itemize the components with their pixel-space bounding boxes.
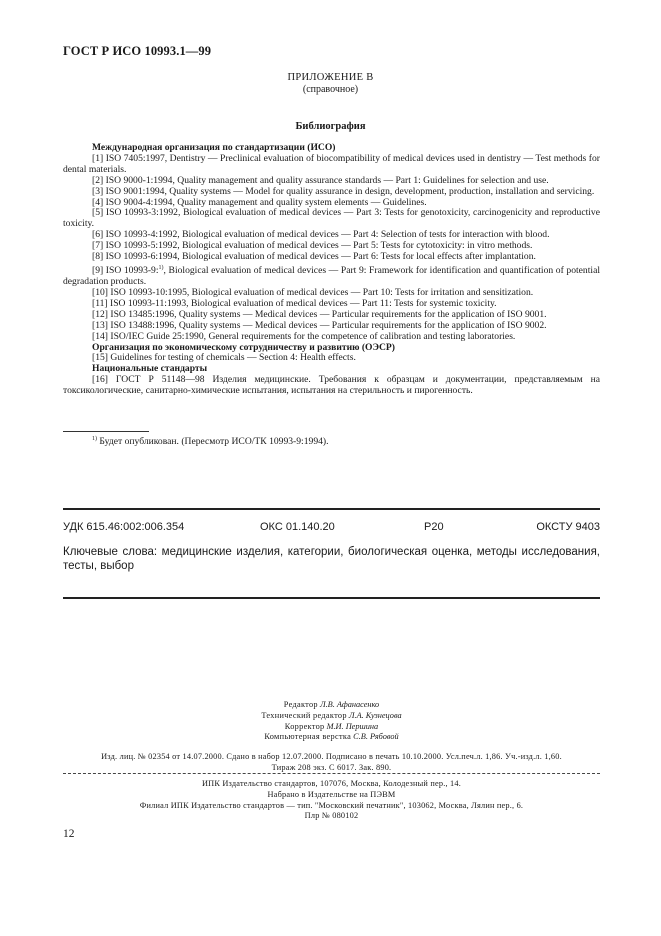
editor-label: Редактор	[283, 700, 318, 709]
bibliography-title: Библиография	[295, 121, 366, 132]
reference-item: [6] ISO 10993-4:1992, Biological evaluation of medical devices — Part 4: Selection of tests for interaction with blood.	[92, 229, 550, 241]
layout-label: Компьютерная верстка	[264, 732, 352, 742]
reference-item: [15] Guidelines for testing of chemicals — Section 4: Health effects.	[92, 352, 356, 364]
printing-line: Набрано в Издательстве на ПЭВМ	[267, 789, 396, 799]
footnote	[92, 436, 329, 447]
footnote-ref-mark: 1)	[158, 264, 164, 271]
printing-line: Филиал ИПК Издательство стандартов — тип. "Московский печатник", 103062, Москва, Лялин пер., 6.	[139, 800, 524, 810]
reference-item: [4] ISO 9004-4:1994, Quality management and quality system elements — Guidelines.	[92, 196, 427, 208]
layout-name: С.В. Рябовой	[353, 732, 399, 742]
reference-item: [12] ISO 13485:1996, Quality systems — Medical devices — Particular requirements for the application of ISO 9001.	[92, 308, 547, 320]
reference-item: [10] ISO 10993-10:1995, Biological evaluation of medical devices — Part 10: Tests for irritation and sensitization.	[92, 286, 534, 298]
org-heading-oecd: Организация по экономическому сотрудничеству и развитию (ОЭСР)	[92, 341, 395, 353]
appendix-subtitle: (справочное)	[302, 84, 359, 95]
standard-header: ГОСТ Р ИСО 10993.1—99	[63, 44, 212, 58]
publishing-line: Изд. лиц. № 02354 от 14.07.2000. Сдано в набор 12.07.2000. Подписано в печать 10.10.2000. Усл.печ.л. 1,86. Уч.-изд.л. 1,60.	[101, 752, 562, 761]
reference-item: [16] ГОСТ Р 51148—98 Изделия медицинские. Требования к образцам и документации, представляемым на токсикологические, санитарно-химические испытания, испытания на стерильность и пирогенность.	[63, 374, 600, 397]
page-number: 12	[63, 828, 75, 840]
staff-credits	[63, 700, 600, 743]
reference-item: [7] ISO 10993-5:1992, Biological evaluation of medical devices — Part 5: Tests for cytotoxicity: in vitro methods.	[92, 240, 533, 252]
oks-code: ОКС 01.140.20	[260, 521, 335, 533]
footnote-divider	[63, 431, 149, 432]
bibliography-list	[63, 143, 600, 397]
footnote-mark: 1)	[92, 436, 97, 442]
corrector-label: Корректор	[284, 721, 325, 731]
tech-editor-label: Технический редактор	[261, 710, 347, 720]
category-code: Р20	[424, 521, 444, 533]
reference-item: [14] ISO/IEC Guide 25:1990, General requirements for the competence of calibration and testing laboratories.	[92, 330, 516, 342]
publishing-line: Тираж 208 экз. С 6017. Зак. 890.	[271, 762, 392, 772]
okstu-code: ОКСТУ 9403	[536, 521, 600, 533]
reference-item: [8] ISO 10993-6:1994, Biological evaluation of medical devices — Part 6: Tests for local effects after implantation.	[92, 251, 536, 263]
imprint-divider	[63, 773, 600, 774]
udk-code: УДК 615.46:002:006.354	[63, 521, 185, 533]
reference-item: [11] ISO 10993-11:1993, Biological evaluation of medical devices — Part 11: Tests for systemic toxicity.	[92, 297, 497, 309]
reference-9-rest: , Biological evaluation of medical devices — Part 9: Framework for identification and quantification of potential degradation products.	[63, 265, 600, 288]
org-heading-national: Национальные стандарты	[92, 363, 208, 375]
reference-item: [13] ISO 13488:1996, Quality systems — Medical devices — Particular requirements for the application of ISO 9002.	[92, 319, 547, 331]
reference-item: [2] ISO 9000-1:1994, Quality management and quality assurance standards — Part 1: Guidelines for selection and use.	[92, 174, 549, 186]
divider-bottom	[63, 597, 600, 599]
publishing-info	[63, 752, 600, 774]
printing-line: Плр № 080102	[304, 811, 359, 821]
keywords: Ключевые слова: медицинские изделия, категории, биологическая оценка, методы исследования, тесты, выбор	[63, 546, 600, 572]
tech-editor-name: Л.А. Кузнецова	[348, 710, 402, 720]
org-heading-iso: Международная организация по стандартизации (ИСО)	[92, 142, 336, 153]
divider-top	[63, 508, 600, 510]
appendix-title: ПРИЛОЖЕНИЕ В	[287, 72, 374, 83]
reference-item	[63, 263, 600, 288]
footnote-text: Будет опубликован. (Пересмотр ИСО/ТК 10993-9:1994).	[97, 436, 329, 448]
reference-item: [3] ISO 9001:1994, Quality systems — Model for quality assurance in design, development, production, installation and servicing.	[92, 185, 595, 197]
reference-item: [5] ISO 10993-3:1992, Biological evaluation of medical devices — Part 3: Tests for genotoxicity, carcinogenicity and reproductive toxicity.	[63, 207, 600, 230]
reference-item: [1] ISO 7405:1997, Dentistry — Preclinical evaluation of biocompatibility of medical devices used in dentistry — Test methods for dental materials.	[63, 152, 600, 175]
corrector-name: М.И. Першина	[326, 721, 379, 731]
reference-9-start: [9] ISO 10993-9:	[92, 265, 159, 277]
printing-info	[63, 779, 600, 822]
printing-line: ИПК Издательство стандартов, 107076, Москва, Колодезный пер., 14.	[201, 779, 462, 788]
editor-name: Л.В. Афанасенко	[319, 700, 380, 709]
